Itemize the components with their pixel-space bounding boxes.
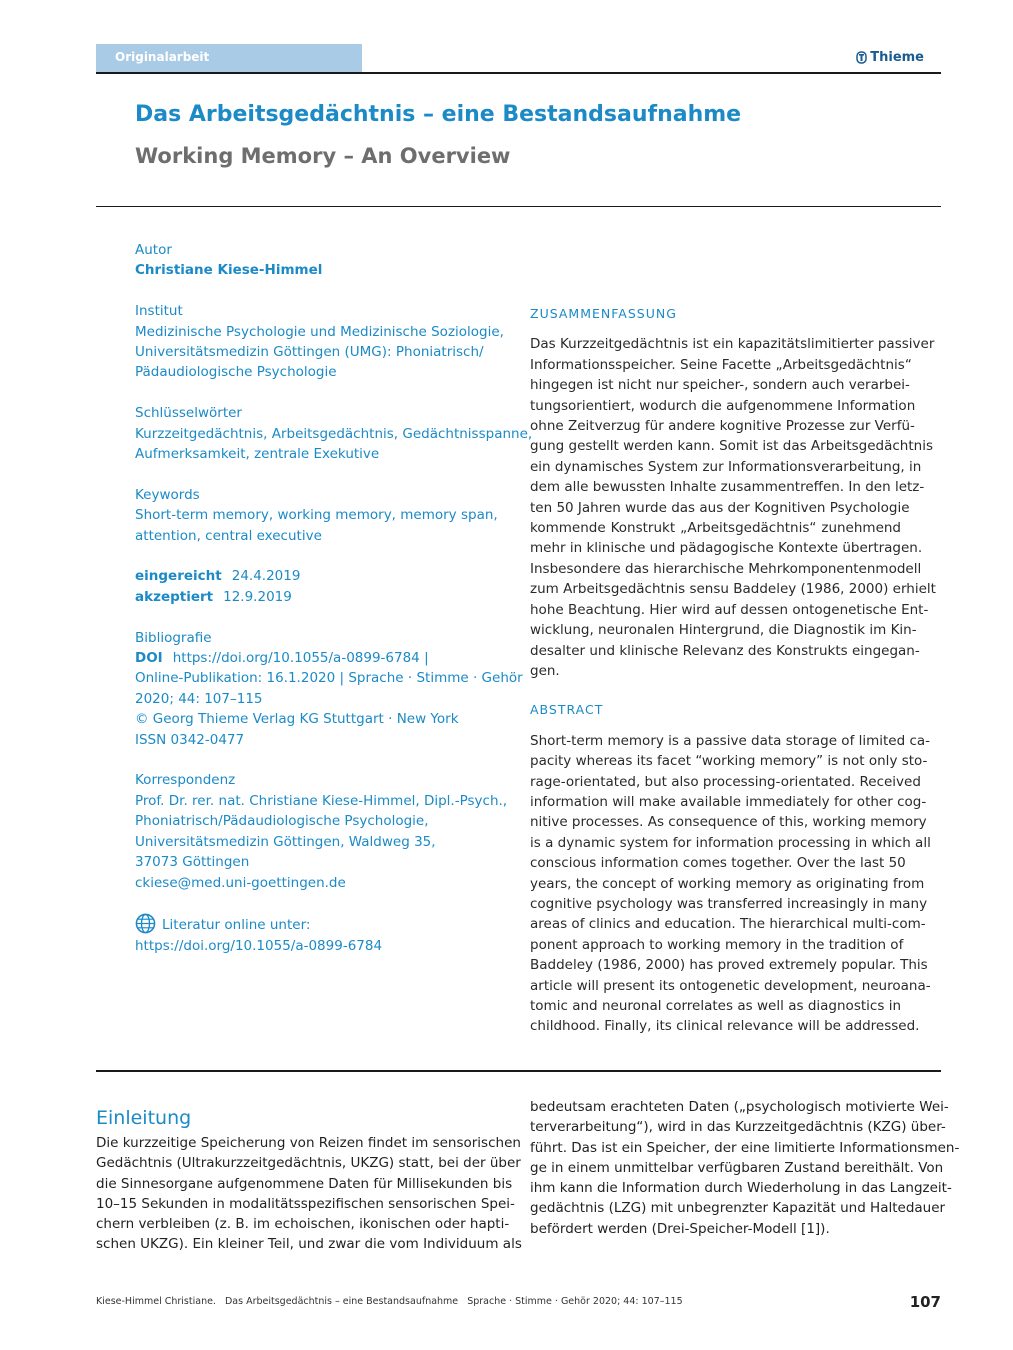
body-line: terverarbeitung“), wird in das Kurzzeitgedächtnis (KZG) über- [530,1119,946,1136]
abstract-line: Short-term memory is a passive data storage of limited ca- [530,732,931,749]
abstract-text [530,731,931,1037]
schluesselwoerter-block [135,403,533,464]
korrespondenz-line: Phoniatrisch/Pädaudiologische Psychologie, [135,813,429,830]
abstract-line: Baddeley (1986, 2000) has proved extremely popular. This [530,957,928,974]
literatur-link[interactable]: https://doi.org/10.1055/a-0899-6784 [135,937,383,954]
publisher-brand [856,50,924,65]
abstract-line: rage-orientated, but also processing-orientated. Received [530,773,921,790]
accepted-label: akzeptiert [135,588,214,605]
abstract-line: information will make available immediately for other cog- [530,793,927,810]
doi-label: DOI [135,650,163,667]
korrespondenz-line: Universitätsmedizin Göttingen, Waldweg 35, [135,833,436,850]
email-link[interactable]: ckiese@med.uni-goettingen.de [135,874,346,891]
zusammenfassung-line: tungsorientiert, wodurch die aufgenommene Information [530,397,916,414]
korrespondenz-label: Korrespondenz [135,772,236,789]
body-line: die Sinnesorgane aufgenommene Daten für Millisekunden bis [96,1175,513,1192]
abstract-column [530,304,936,1037]
bibliografie-line: 2020; 44: 107–115 [135,690,263,707]
title-german: Das Arbeitsgedächtnis – eine Bestandsaufnahme [135,102,742,127]
accepted-row [135,587,515,607]
literatur-label: Literatur online unter: [162,917,311,934]
institute-label: Institut [135,303,183,320]
abstract-line: ponent approach to working memory in the tradition of [530,936,904,953]
korrespondenz-line: 37073 Göttingen [135,854,250,871]
abstract-line: article will present its ontogenetic development, neuroana- [530,977,931,994]
abstract-line: areas of clinics and education. The hierarchical multi-com- [530,916,926,933]
globe-icon [135,913,156,934]
abstract-line: tomic and neuronal correlates as well as diagnostics in [530,998,901,1014]
received-date: 24.4.2019 [231,568,301,585]
keywords-label: Keywords [135,486,200,503]
body-line: bedeutsam erachteten Daten („psychologisch motivierte Wei- [530,1099,949,1115]
abstract-line: pacity whereas its facet “working memory” is not only sto- [530,753,928,770]
section-tab [96,44,362,72]
schluesselwoerter-line: Aufmerksamkeit, zentrale Exekutive [135,446,380,463]
body-line: 10–15 Sekunden in modalitätsspezifischen sensorischen Spei- [96,1195,515,1212]
abstract-line: childhood. Finally, its clinical relevance will be addressed. [530,1018,920,1035]
footer-journal: Sprache · Stimme · Gehör 2020; 44: 107–115 [467,1296,683,1307]
abstract-line: conscious information comes together. Over the last 50 [530,855,906,872]
abstract-line: is a dynamic system for information processing in which all [530,834,931,851]
abstract-heading: ABSTRACT [530,702,604,718]
institute-line: Medizinische Psychologie und Medizinische Soziologie, [135,323,504,340]
zusammenfassung-line: Insbesondere das hierarchische Mehrkomponentenmodell [530,560,922,577]
body-column-right [530,1097,960,1239]
abstract-line: years, the concept of working memory as originating from [530,875,925,892]
title-rule [96,206,941,207]
page-footer [96,1296,689,1307]
doi-row [135,648,515,668]
footer-article: Das Arbeitsgedächtnis – eine Bestandsaufnahme [224,1296,459,1307]
korrespondenz-block [135,770,515,892]
doi-link[interactable]: https://doi.org/10.1055/a-0899-6784 | [172,650,429,667]
author-name: Christiane Kiese-Himmel [135,262,323,279]
keywords-line: Short-term memory, working memory, memory span, [135,507,498,524]
footer-author: Kiese-Himmel Christiane. [96,1296,216,1307]
zusammenfassung-line: wicklung, neuronalen Hintergrund, die Diagnostik im Kin- [530,622,917,639]
zusammenfassung-line: desalter und klinische Relevanz des Konstrukts eingegan- [530,642,920,659]
institute-block [135,301,515,383]
zusammenfassung-line: hingegen ist nicht nur speicher-, sondern auch verarbei- [530,377,910,394]
zusammenfassung-line: ohne Zeitverzug für andere kognitive Prozesse zur Verfü- [530,418,915,435]
author-label: Autor [135,242,172,258]
keywords-line: attention, central executive [135,527,322,544]
schluesselwoerter-line: Kurzzeitgedächtnis, Arbeitsgedächtnis, Gedächtnisspanne, [135,425,533,442]
zusammenfassung-line: dem alle bewussten Inhalte zusammentreffen. In den letz- [530,479,925,496]
dates-block [135,566,515,607]
body-line: schen UKZG). Ein kleiner Teil, und zwar die vom Individuum als [96,1236,522,1253]
body-line: gedächtnis (LZG) mit unbegrenzter Kapazität und Haltedauer [530,1200,946,1217]
bibliografie-line: Online-Publikation: 16.1.2020 | Sprache · Stimme · Gehör [135,670,523,687]
bibliografie-label: Bibliografie [135,629,212,646]
section-tab-label: Originalarbeit [115,50,210,64]
accepted-date: 12.9.2019 [223,588,292,605]
body-line: führt. Das ist ein Speicher, der eine limitierte Informationsmen- [530,1139,960,1156]
intro-heading: Einleitung [96,1107,192,1129]
zusammenfassung-heading: ZUSAMMENFASSUNG [530,306,677,321]
brand-name: Thieme [870,50,924,65]
abstract-line: nitive processes. As consequence of this, working memory [530,814,927,831]
body-line: befördert werden (Drei-Speicher-Modell [1]). [530,1220,830,1237]
zusammenfassung-text [530,334,936,681]
zusammenfassung-line: mehr in klinische und pädagogische Kontexte übertragen. [530,540,923,557]
literatur-block [135,913,515,956]
abstract-line: cognitive psychology was transferred increasingly in many [530,895,928,912]
section-rule [96,1070,941,1072]
zusammenfassung-line: zum Arbeitsgedächtnis sensu Baddeley (1986, 2000) erhielt [530,581,936,598]
zusammenfassung-line: ten 50 Jahren wurde das aus der Kognitiven Psychologie [530,499,910,516]
body-line: chern verbleiben (z. B. im echoischen, ikonischen oder hapti- [96,1216,510,1233]
bibliografie-block [135,628,523,750]
institute-line: Pädaudiologische Psychologie [135,364,337,381]
thieme-logo-icon [856,51,867,64]
received-label: eingereicht [135,568,222,585]
zusammenfassung-line: hohe Beachtung. Hier wird auf dessen ontogenetische Ent- [530,601,929,618]
received-row [135,566,515,586]
institute-line: Universitätsmedizin Göttingen (UMG): Phoniatrisch/ [135,344,484,361]
schluesselwoerter-label: Schlüsselwörter [135,405,242,422]
zusammenfassung-line: gen. [530,662,560,679]
zusammenfassung-line: Informationsspeicher. Seine Facette „Arbeitsgedächtnis“ [530,356,912,373]
korrespondenz-line: Prof. Dr. rer. nat. Christiane Kiese-Himmel, Dipl.-Psych., [135,792,508,809]
header-rule [96,72,941,74]
page-number: 107 [909,1293,941,1311]
article-metadata [135,240,533,977]
body-line: ge in einem unmittelbar verfügbaren Zustand bereithält. Von [530,1159,944,1176]
zusammenfassung-line: ein dynamisches System zur Informationsverarbeitung, in [530,458,922,475]
bibliografie-line: ISSN 0342-0477 [135,731,245,748]
author-block [135,240,515,281]
title-english: Working Memory – An Overview [135,144,511,168]
keywords-block [135,485,515,546]
body-line: Gedächtnis (Ultrakurzzeitgedächtnis, UKZG) statt, bei der über [96,1155,521,1172]
zusammenfassung-line: gung gestellt werden kann. Somit ist das Arbeitsgedächtnis [530,438,933,455]
literatur-row [135,913,515,935]
zusammenfassung-line: kommende Konstrukt „Arbeitsgedächtnis“ zunehmend [530,520,901,537]
body-line: ihm kann die Information durch Wiederholung in das Langzeit- [530,1180,952,1197]
bibliografie-line: © Georg Thieme Verlag KG Stuttgart · New York [135,711,459,728]
body-column-left [96,1133,522,1255]
body-line: Die kurzzeitige Speicherung von Reizen findet im sensorischen [96,1135,521,1151]
zusammenfassung-line: Das Kurzzeitgedächtnis ist ein kapazitätslimitierter passiver [530,336,935,353]
